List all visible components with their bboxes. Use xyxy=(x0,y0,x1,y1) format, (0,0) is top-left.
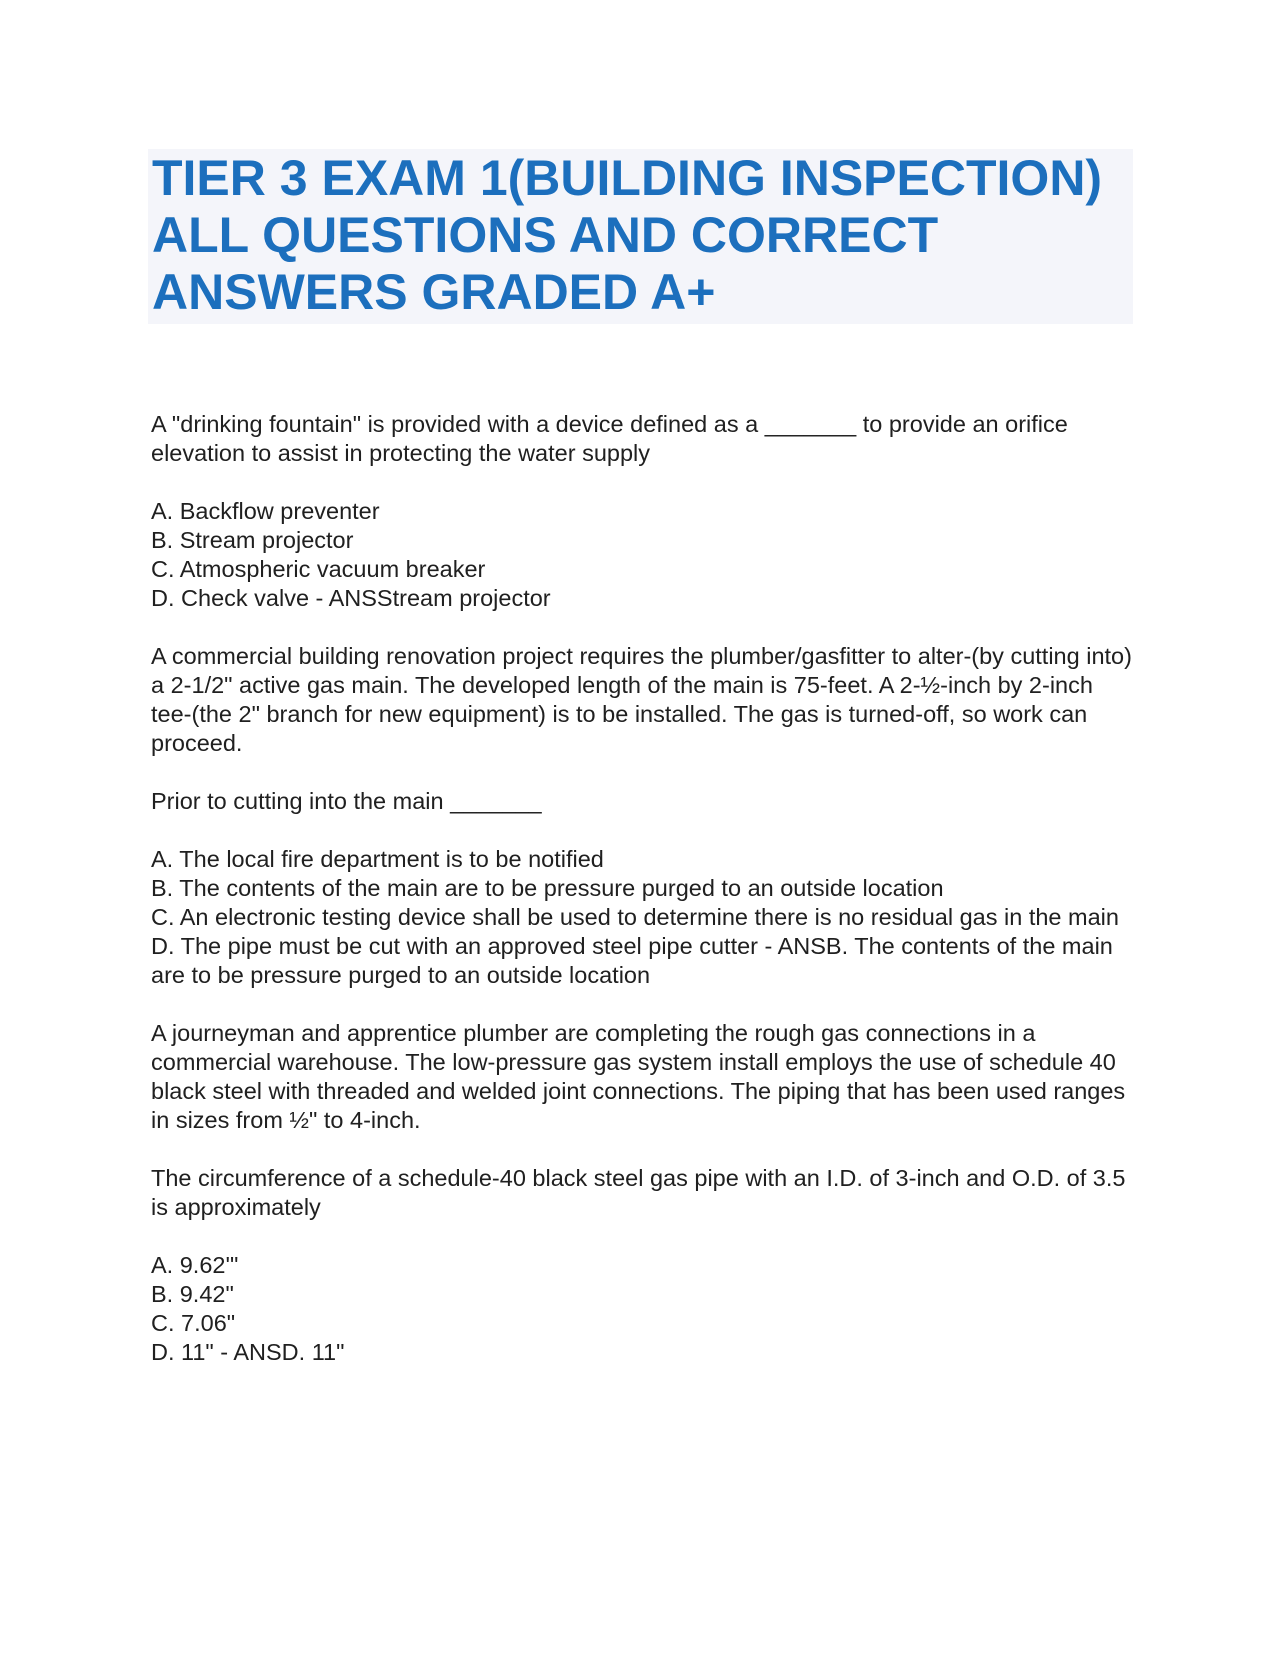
question-1-option-b: B. Stream projector xyxy=(151,527,354,553)
question-2-option-b: B. The contents of the main are to be pressure purged to an outside location xyxy=(151,875,944,901)
question-1-blank: _______ xyxy=(764,411,857,437)
question-1-option-c: C. Atmospheric vacuum breaker xyxy=(151,556,486,582)
question-2-option-a: A. The local fire department is to be notified xyxy=(151,846,604,872)
question-3-option-b: B. 9.42" xyxy=(151,1281,234,1307)
question-3-option-d: D. 11" - ANSD. 11" xyxy=(151,1339,345,1365)
question-1-stem xyxy=(151,410,1136,468)
question-2-stem: Prior to cutting into the main xyxy=(151,788,444,814)
question-2-option-d: D. The pipe must be cut with an approved steel pipe cutter - ANSB. The contents of the main are to be pressure purged to an outside location xyxy=(151,933,1113,988)
question-3-option-c: C. 7.06" xyxy=(151,1310,236,1336)
question-3-option-a: A. 9.62'" xyxy=(151,1252,239,1278)
question-1-stem-part1: A "drinking fountain" is provided with a device defined as a xyxy=(151,411,759,437)
question-1-option-a: A. Backflow preventer xyxy=(151,498,380,524)
question-1-options xyxy=(151,497,1136,613)
question-3-options xyxy=(151,1251,1136,1367)
question-3-scenario: A journeyman and apprentice plumber are completing the rough gas connections in a commercial warehouse. The low-pressure gas system install employs the use of schedule 40 black steel with threaded and welded joint connections. The piping that has been used ranges in sizes from ½" to 4-inch. xyxy=(151,1020,1126,1133)
question-3-stem: The circumference of a schedule-40 black steel gas pipe with an I.D. of 3-inch and O.D. of 3.5 is approximately xyxy=(151,1165,1126,1220)
document-body xyxy=(151,410,1136,1367)
question-2-option-c: C. An electronic testing device shall be used to determine there is no residual gas in the main xyxy=(151,904,1119,930)
question-2-scenario: A commercial building renovation project requires the plumber/gasfitter to alter-(by cutting into) a 2-1/2" active gas main. The developed length of the main is 75-feet. A 2-½-inch by 2-inch tee-(the 2" branch for new equipment) is to be installed. The gas is turned-off, so work can proceed. xyxy=(151,643,1132,756)
question-2-stem-line xyxy=(151,787,1136,816)
question-1-option-d: D. Check valve - ANSStream projector xyxy=(151,585,551,611)
document-title: TIER 3 EXAM 1(BUILDING INSPECTION) ALL QUESTIONS AND CORRECT ANSWERS GRADED A+ xyxy=(152,150,1103,320)
question-1-stem-part2: to provide an orifice elevation to assist in protecting the water supply xyxy=(151,411,1068,466)
question-2-blank: _______ xyxy=(450,788,542,814)
question-2-options xyxy=(151,845,1136,990)
